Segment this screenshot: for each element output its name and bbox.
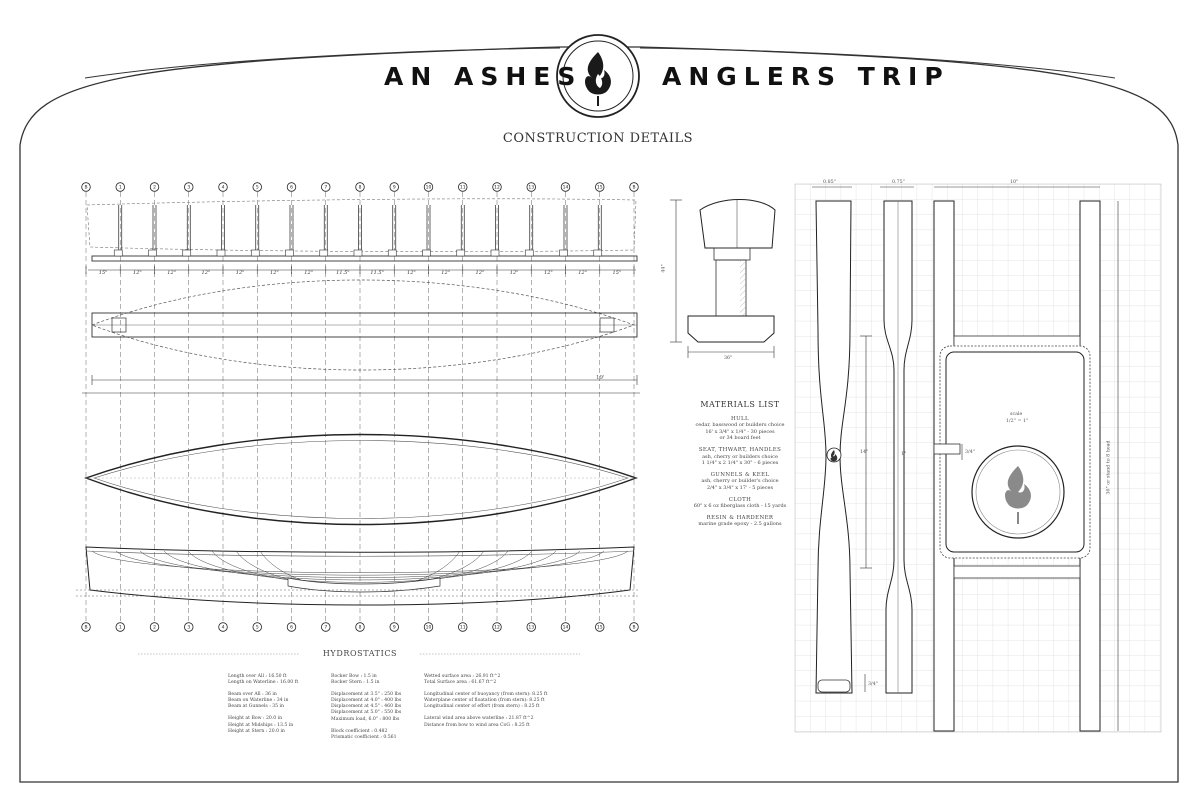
station-spacing-dimensions — [86, 266, 636, 276]
materials-section-title: GUNNELS & KEEL — [710, 471, 770, 478]
hydrostatics-heading: HYDROSTATICS — [322, 649, 398, 658]
materials-line: 2/4" x 3/4" x 17' - 5 pieces — [706, 484, 774, 491]
station-label: 12 — [494, 185, 500, 191]
station-marker-bottom — [184, 623, 193, 632]
station-markers-bottom — [82, 623, 639, 632]
station-marker-bottom — [321, 623, 330, 632]
station-spacing-label: 11.5" — [336, 270, 350, 276]
hydrostatics-line: Beam over All : 36 in — [228, 692, 277, 698]
station-spacing-label: 12" — [441, 270, 450, 276]
station-marker-bottom — [458, 623, 467, 632]
hydrostatics-group — [424, 716, 574, 728]
hydrostatics-line: Longitudinal center of effort (from stern) : 8.25 ft — [424, 704, 540, 710]
scale-value: 1/2" = 1" — [1006, 419, 1029, 424]
station-marker-bottom — [493, 623, 502, 632]
station-mold — [423, 205, 431, 256]
overall-length-label: 19' — [596, 375, 605, 381]
station-label: 8 — [358, 625, 362, 631]
station-mold — [149, 205, 157, 256]
station-spacing-label: 12" — [578, 270, 587, 276]
station-marker-bottom — [116, 623, 125, 632]
seat-height-label: 44" — [661, 264, 667, 273]
hydrostatics-line: Prismatic coefficient : 0.561 — [331, 734, 397, 740]
materials-section — [660, 515, 820, 528]
station-label: 14 — [562, 185, 569, 191]
station-mold — [286, 205, 294, 256]
station-mold — [457, 205, 465, 256]
materials-section — [660, 472, 820, 492]
title-left: AN ASHES — [384, 62, 583, 91]
station-label: 6 — [290, 625, 293, 631]
station-label: 9 — [392, 185, 396, 191]
station-label: 5 — [255, 185, 259, 191]
station-marker-top — [527, 183, 536, 192]
station-marker-top — [287, 183, 296, 192]
station-mold — [114, 205, 122, 256]
station-marker-bottom — [595, 623, 604, 632]
station-label: B — [84, 185, 88, 191]
station-label: 3 — [187, 185, 191, 191]
station-mold — [217, 205, 225, 256]
hydrostatics-line: Displacement at 3.5" : 250 lbs — [331, 692, 402, 698]
materials-line: or 34 board feet — [719, 435, 761, 442]
station-label: 10 — [425, 185, 432, 191]
station-label: 9 — [392, 625, 396, 631]
hydrostatics-line: Length on Waterline : 16.00 ft — [228, 680, 299, 686]
station-mold — [354, 205, 362, 256]
station-spacing-label: 12" — [407, 270, 416, 276]
station-label: 13 — [528, 625, 535, 631]
station-label: 14 — [562, 625, 569, 631]
hydrostatics-line: Longitudinal center of buoyancy (from stern): 8.25 ft — [424, 692, 548, 698]
hydrostatics-group — [424, 692, 574, 710]
station-markers-top — [82, 183, 639, 192]
hydrostatics-line: Displacement at 4.5" : 460 lbs — [331, 704, 402, 710]
station-marker-bottom — [253, 623, 262, 632]
hydrostatics-line: Beam on Waterline : 34 in — [228, 698, 289, 704]
station-marker-top — [630, 183, 639, 192]
station-spacing-label: 15" — [612, 270, 622, 276]
hydrostatics-line: Waterplane center of floatation (from stern): 8.25 ft — [424, 698, 545, 704]
station-marker-bottom — [561, 623, 570, 632]
station-mold — [560, 205, 568, 256]
paddle-thickness-label: 0.75" — [892, 180, 905, 185]
materials-list — [660, 402, 820, 533]
station-label: 5 — [255, 625, 259, 631]
canoe-hull-side-view — [76, 547, 640, 605]
station-marker-top — [493, 183, 502, 192]
hydrostatics-line: Rocker Stern : 1.5 in — [331, 680, 380, 686]
canoe-hull-top-view — [86, 435, 636, 525]
station-label: 7 — [324, 625, 328, 631]
materials-line: ash, cherry or builder's choice — [701, 478, 779, 485]
station-lines — [86, 192, 634, 622]
station-label: 1 — [118, 185, 122, 191]
hydrostatics-line: Maximum load, 6.0" : 800 lbs — [331, 716, 400, 722]
station-spacing-label: 11.5" — [370, 270, 384, 276]
title-right: ANGLERS TRIP — [662, 62, 950, 91]
station-label: 4 — [221, 625, 225, 631]
station-label: B — [632, 185, 636, 191]
station-mold — [183, 205, 191, 256]
materials-line: cedar, basswood or builders choice — [695, 422, 785, 429]
blade-dim-label: 3/4" — [965, 450, 975, 455]
hydrostatics-line: Lateral wind area above waterline : 21.87 ft^2 — [424, 716, 534, 722]
station-marker-top — [390, 183, 399, 192]
station-label: 13 — [528, 185, 535, 191]
materials-line: 1 1/4" x 2 1/4" x 30" - 6 pieces — [701, 460, 779, 467]
station-mold — [251, 205, 259, 256]
station-marker-top — [595, 183, 604, 192]
materials-section — [660, 416, 820, 442]
canoe-plan-view — [82, 280, 640, 393]
station-marker-bottom — [219, 623, 228, 632]
station-label: 4 — [221, 185, 225, 191]
paddle-width-label: 0.85" — [823, 180, 836, 185]
seat-width-label: 36" — [724, 356, 733, 361]
station-mold — [594, 205, 602, 256]
hydrostatics-group — [424, 674, 574, 686]
station-label: 15 — [596, 625, 603, 631]
hydrostatics-line: Height at Midships : 13.5 in — [228, 722, 294, 728]
station-label: 3 — [187, 625, 191, 631]
station-mold — [320, 205, 328, 256]
station-label: 10 — [425, 625, 432, 631]
station-marker-bottom — [390, 623, 399, 632]
materials-line: marine grade epoxy - 2.5 gallons — [698, 521, 782, 528]
hydrostatics-line: Wetted surface area : 26.91 ft^2 — [424, 674, 501, 679]
hydrostatics-line: Height at Stern : 20.0 in — [228, 728, 285, 734]
materials-section — [660, 447, 820, 467]
station-label: 2 — [153, 625, 156, 631]
station-spacing-label: 12" — [475, 270, 485, 276]
station-spacing-label: 12" — [270, 270, 279, 276]
station-spacing-label: 12" — [201, 270, 211, 276]
hydrostatics-line: Length over All : 16.50 ft — [228, 674, 287, 679]
station-marker-bottom — [287, 623, 296, 632]
station-spacing-label: 12" — [133, 270, 142, 276]
materials-section-title: SEAT, THWART, HANDLES — [698, 446, 782, 453]
grip-dim-label: 3/4" — [868, 682, 878, 687]
station-mold — [491, 205, 499, 256]
hydrostatics-line: Displacement at 4.0" : 400 lbs — [331, 698, 402, 704]
scale-label: scale — [1010, 412, 1023, 417]
station-marker-top — [82, 183, 91, 192]
station-marker-bottom — [630, 623, 639, 632]
materials-section — [660, 497, 820, 510]
station-marker-bottom — [356, 623, 365, 632]
station-label: 1 — [118, 625, 122, 631]
shaft-height-label: 14" — [860, 450, 869, 455]
station-spacing-label: 12" — [509, 270, 519, 276]
materials-heading: MATERIALS LIST — [700, 400, 780, 409]
station-marker-bottom — [82, 623, 91, 632]
station-marker-bottom — [424, 623, 433, 632]
blade-width-label: 10" — [1010, 180, 1019, 185]
station-marker-top — [116, 183, 125, 192]
canoe-side-profile — [87, 199, 637, 261]
page-subtitle: CONSTRUCTION DETAILS — [502, 131, 694, 146]
station-label: 11 — [459, 185, 466, 191]
station-marker-top — [184, 183, 193, 192]
station-label: 2 — [153, 185, 156, 191]
station-label: 11 — [459, 625, 466, 631]
station-spacing-label: 12" — [167, 270, 176, 276]
station-spacing-label: 12" — [304, 270, 313, 276]
station-mold — [388, 205, 396, 256]
station-marker-top — [150, 183, 159, 192]
station-label: 6 — [290, 185, 293, 191]
station-marker-top — [424, 183, 433, 192]
hydrostatics-line: Block coefficient : 0.482 — [331, 728, 388, 734]
hydrostatics-line: Rocker Bow : 1.5 in — [331, 674, 377, 679]
hydrostatics-line: Total Surface area : 61.67 ft^2 — [424, 680, 497, 686]
station-marker-bottom — [527, 623, 536, 632]
station-marker-top — [219, 183, 228, 192]
station-marker-top — [321, 183, 330, 192]
materials-line: ash, cherry or builders choice — [702, 453, 778, 460]
materials-line: 60" x 6 oz fiberglass cloth - 15 yards — [693, 503, 787, 510]
station-marker-top — [458, 183, 467, 192]
station-marker-bottom — [150, 623, 159, 632]
station-mold — [525, 205, 533, 256]
materials-section-title: CLOTH — [728, 496, 752, 503]
seat-detail — [670, 200, 775, 359]
hydrostatics-line: Height at Bow : 20.0 in — [228, 716, 283, 722]
materials-section-title: HULL — [730, 415, 749, 422]
hydrostatics-line: Distance from bow to wind area CoG : 8.25 ft — [424, 722, 530, 728]
materials-section-title: RESIN & HARDENER — [706, 514, 774, 521]
station-marker-top — [561, 183, 570, 192]
station-label: 15 — [596, 185, 603, 191]
station-spacing-label: 15" — [98, 270, 108, 276]
station-marker-top — [356, 183, 365, 192]
paddle-side-note: 36" or stand to 8 head — [1106, 440, 1112, 495]
station-label: 12 — [494, 625, 500, 631]
station-marker-top — [253, 183, 262, 192]
station-label: 8 — [358, 185, 362, 191]
station-spacing-label: 12" — [235, 270, 245, 276]
station-spacing-label: 12" — [544, 270, 553, 276]
hydrostatics-line: Displacement at 5.0" : 550 lbs — [331, 710, 402, 716]
station-label: B — [632, 625, 636, 631]
materials-line: 16' x 3/4" x 1/4" - 30 pieces — [705, 428, 775, 435]
shaft-dim-label: 1" — [901, 452, 907, 457]
hydrostatics-column — [424, 674, 574, 735]
station-label: 7 — [324, 185, 328, 191]
hydrostatics-line: Beam at Gunnels : 35 in — [228, 704, 284, 710]
station-label: B — [84, 625, 88, 631]
